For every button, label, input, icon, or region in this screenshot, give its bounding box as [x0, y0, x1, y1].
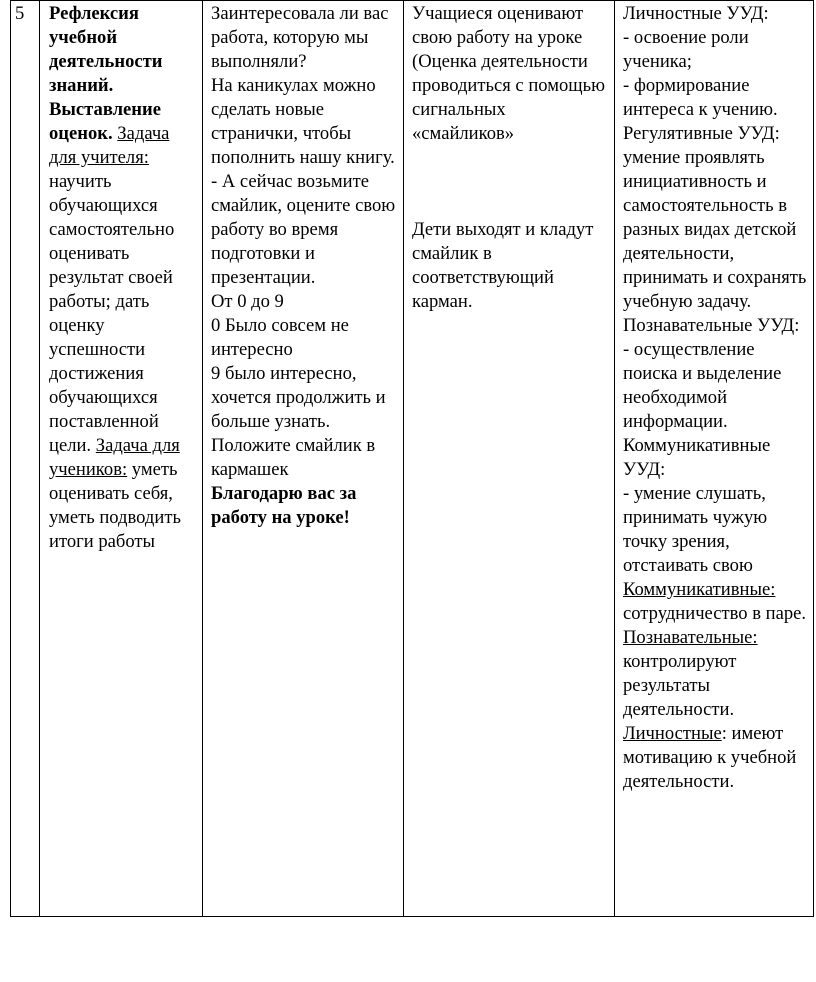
uud-line: Регулятивные УУД: умение проявлять инициативность и самостоятельность в разных видах детской деятельности, принимать и сохранять учебную задачу. [623, 123, 807, 312]
uud-line: - формирование интереса к учению. [623, 75, 778, 120]
teacher-line: - А сейчас возьмите смайлик, оцените свою работу во время подготовки и презентации. [211, 171, 396, 288]
cogn-label: Познавательные: [623, 627, 758, 648]
teacher-line: 0 Было совсем не интересно [211, 315, 349, 360]
teacher-task-text: научить обучающихся самостоятельно оценивать результат своей работы; дать оценку успешности достижения обучающихся поставленной цели. [49, 171, 175, 456]
student-task-text: уметь оценивать себя, уметь подводить итоги работы [49, 459, 181, 552]
table-row [11, 1, 814, 917]
comm-label: Коммуникативные: [623, 579, 776, 600]
uud-cell [615, 1, 814, 917]
cogn-text: контролируют результаты деятельности. [623, 651, 737, 720]
spacer [412, 146, 608, 218]
comm-text: сотрудничество в паре. [623, 603, 807, 624]
row-number: 5 [15, 3, 25, 24]
teacher-line: Заинтересовала ли вас работа, которую мы выполняли? [211, 3, 389, 72]
uud-line: Личностные УУД: [623, 3, 769, 24]
teacher-closing: Благодарю вас за работу на уроке! [211, 483, 357, 528]
stage-title: Рефлексия учебной деятельности знаний. [49, 3, 163, 96]
row-number-cell [11, 1, 40, 917]
teacher-line: Положите смайлик в кармашек [211, 435, 376, 480]
pers-text: : имеют мотивацию к учебной деятельности. [623, 723, 797, 792]
student-task-label: Задача для учеников: [49, 435, 180, 480]
teacher-line: От 0 до 9 [211, 291, 284, 312]
uud-line: Коммуникативные УУД: [623, 435, 771, 480]
pers-label: Личностные [623, 723, 722, 744]
uud-line: Познавательные УУД: [623, 315, 800, 336]
student-activity-cell [404, 1, 615, 917]
pers-line [623, 722, 807, 794]
stage-cell [40, 1, 203, 917]
uud-line: - осуществление поиска и выделение необходимой информации. [623, 339, 782, 432]
teacher-task-label: Задача для учителя: [49, 123, 170, 168]
uud-line: - освоение роли ученика; [623, 27, 749, 72]
stage-subtitle: Выставление оценок. [49, 99, 161, 144]
teacher-line: 9 было интересно, хочется продолжить и больше узнать. [211, 363, 386, 432]
teacher-line: На каникулах можно сделать новые странички, чтобы пополнить нашу книгу. [211, 75, 395, 168]
teacher-activity-cell [203, 1, 404, 917]
student-text: Учащиеся оценивают свою работу на уроке (Оценка деятельности проводиться с помощью сигнальных «смайликов» [412, 3, 605, 144]
uud-line: - умение слушать, принимать чужую точку зрения, отстаивать свою [623, 483, 768, 576]
student-text: Дети выходят и кладут смайлик в соответствующий карман. [412, 219, 594, 312]
lesson-table [10, 0, 814, 917]
